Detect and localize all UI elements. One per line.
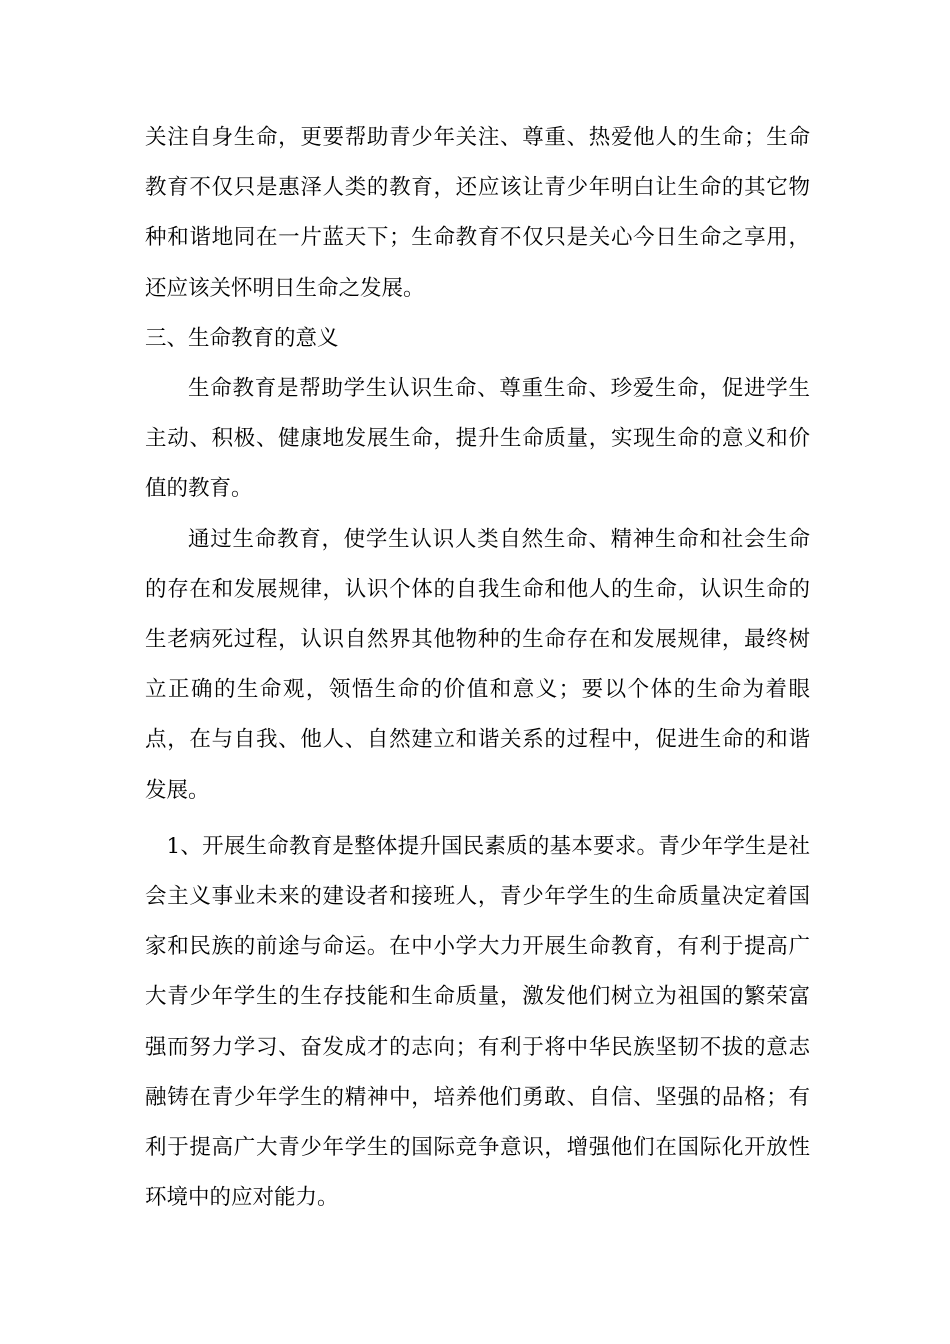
paragraph-goals: 通过生命教育，使学生认识人类自然生命、精神生命和社会生命的存在和发展规律，认识个体的自我生命和他人的生命，认识生命的生老病死过程，认识自然界其他物种的生命存在和发展规律，最终树立正确的生命观，领悟生命的价值和意义；要以个体的生命为着眼点，在与自我、他人、自然建立和谐关系的过程中，促进生命的和谐发展。 — [145, 526, 810, 803]
paragraph-definition: 生命教育是帮助学生认识生命、尊重生命、珍爱生命，促进学生主动、积极、健康地发展生命，提升生命质量，实现生命的意义和价值的教育。 — [145, 376, 810, 502]
paragraph-continuation: 关注自身生命，更要帮助青少年关注、尊重、热爱他人的生命；生命教育不仅只是惠泽人类的教育，还应该让青少年明白让生命的其它物种和谐地同在一片蓝天下；生命教育不仅只是关心今日生命之享用，还应该关怀明日生命之发展。 — [145, 125, 810, 301]
section-heading: 三、生命教育的意义 — [145, 325, 339, 351]
list-item-1: 1、开展生命教育是整体提升国民素质的基本要求。青少年学生是社会主义事业未来的建设者和接班人，青少年学生的生命质量决定着国家和民族的前途与命运。在中小学大力开展生命教育，有利于提高广大青少年学生的生存技能和生命质量，激发他们树立为祖国的繁荣富强而努力学习、奋发成才的志向；有利于将中华民族坚韧不拔的意志融铸在青少年学生的精神中，培养他们勇敢、自信、坚强的品格；有利于提高广大青少年学生的国际竞争意识，增强他们在国际化开放性环境中的应对能力。 — [145, 833, 810, 1211]
document-body — [145, 113, 810, 1223]
